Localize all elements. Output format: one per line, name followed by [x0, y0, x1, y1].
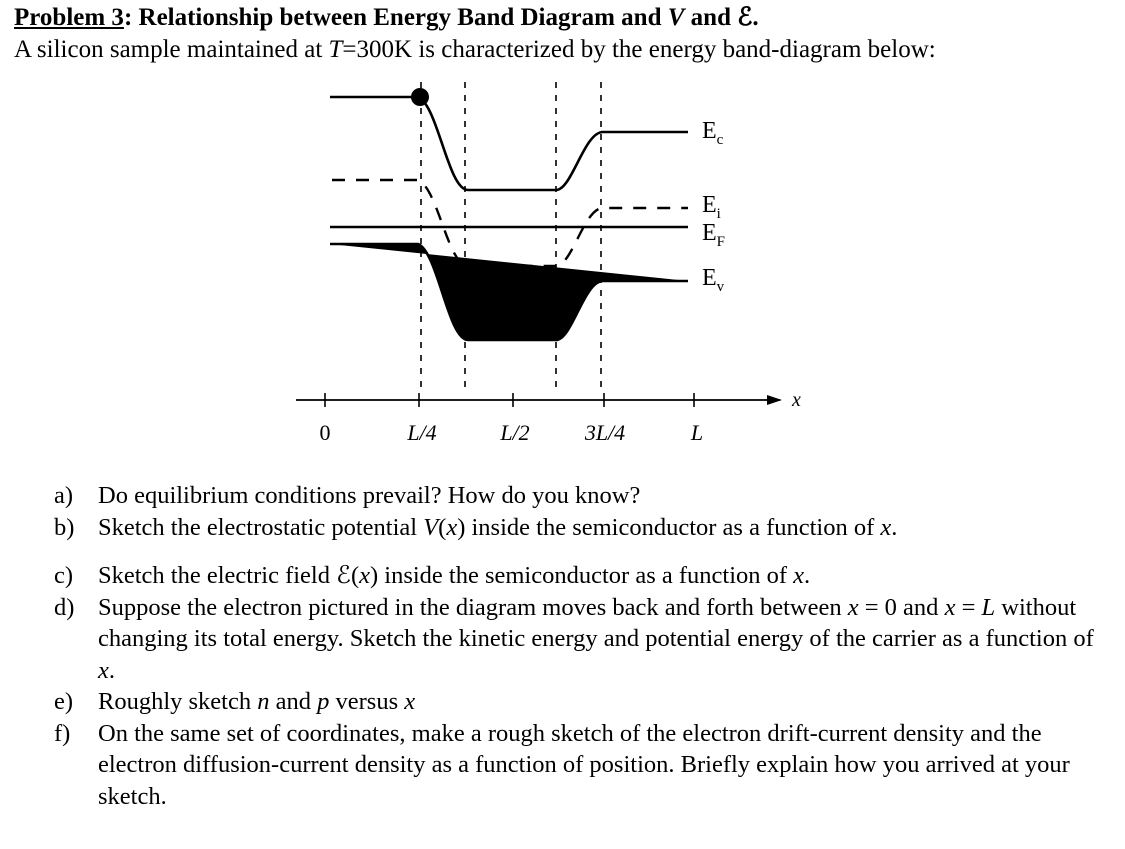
question-label: b) — [54, 513, 75, 541]
question-list — [54, 480, 1094, 812]
problem-title: Problem 3: Relationship between Energy Band Diagram and V and ℰ. — [14, 4, 759, 31]
question-label: d) — [54, 593, 75, 621]
problem-number: Problem 3 — [14, 4, 124, 31]
intro-part1: A silicon sample maintained at — [14, 36, 329, 63]
tick-label-L: L — [690, 420, 704, 445]
valence-band-line — [330, 244, 688, 340]
question-f — [54, 718, 1094, 813]
question-c — [54, 560, 1094, 592]
tick-label-L2: L/2 — [500, 420, 530, 445]
title-V: V — [667, 4, 685, 31]
question-b — [54, 512, 1094, 544]
intrinsic-level-line — [332, 180, 688, 266]
title-heading: Relationship between Energy Band Diagram and — [138, 4, 668, 31]
question-e — [54, 686, 1094, 718]
label-Ec: $E_c$ — [702, 118, 724, 148]
electron-dot — [411, 88, 429, 106]
question-text: Do equilibrium conditions prevail? How do you know? — [98, 482, 641, 509]
question-text: On the same set of coordinates, make a rough sketch of the electron drift-current density and the electron diffusion-current density as a function of position. Briefly explain how you arrived at your sketch. — [98, 719, 1070, 810]
intro-part2: =300K is characterized by the energy band-diagram below: — [342, 36, 936, 63]
intro-T: T — [328, 36, 343, 63]
tick-label-0: 0 — [319, 420, 331, 445]
tick-label-3L4: 3L/4 — [584, 420, 626, 445]
question-text: Sketch the electrostatic potential V(x) inside the semiconductor as a function of x. — [98, 513, 898, 541]
tick-label-L4: L/4 — [407, 420, 437, 445]
question-label: c) — [54, 562, 74, 589]
label-Ei: $E_i$ — [702, 192, 721, 222]
question-label: f) — [54, 719, 71, 747]
label-Ev: $E_v$ — [702, 265, 725, 295]
question-text: Suppose the electron pictured in the diagram moves back and forth between x = 0 and x = L without changing its total energy. Sketch the kinetic energy and potential energy of the carrier as a function of x. — [98, 593, 1094, 684]
question-text: Roughly sketch n and p versus x — [98, 688, 416, 715]
title-E-field-symbol: ℰ. — [737, 4, 759, 31]
question-a — [54, 480, 1094, 512]
question-label: e) — [54, 688, 74, 715]
title-and: and — [684, 4, 738, 31]
conduction-band-line — [330, 97, 688, 190]
x-axis-arrow — [767, 395, 782, 405]
x-axis-label: x — [792, 389, 801, 411]
label-EF: $E_F$ — [702, 220, 726, 250]
question-label: a) — [54, 482, 74, 509]
question-text: Sketch the electric field ℰ(x) inside the semiconductor as a function of x. — [98, 562, 811, 589]
question-d — [54, 592, 1094, 687]
